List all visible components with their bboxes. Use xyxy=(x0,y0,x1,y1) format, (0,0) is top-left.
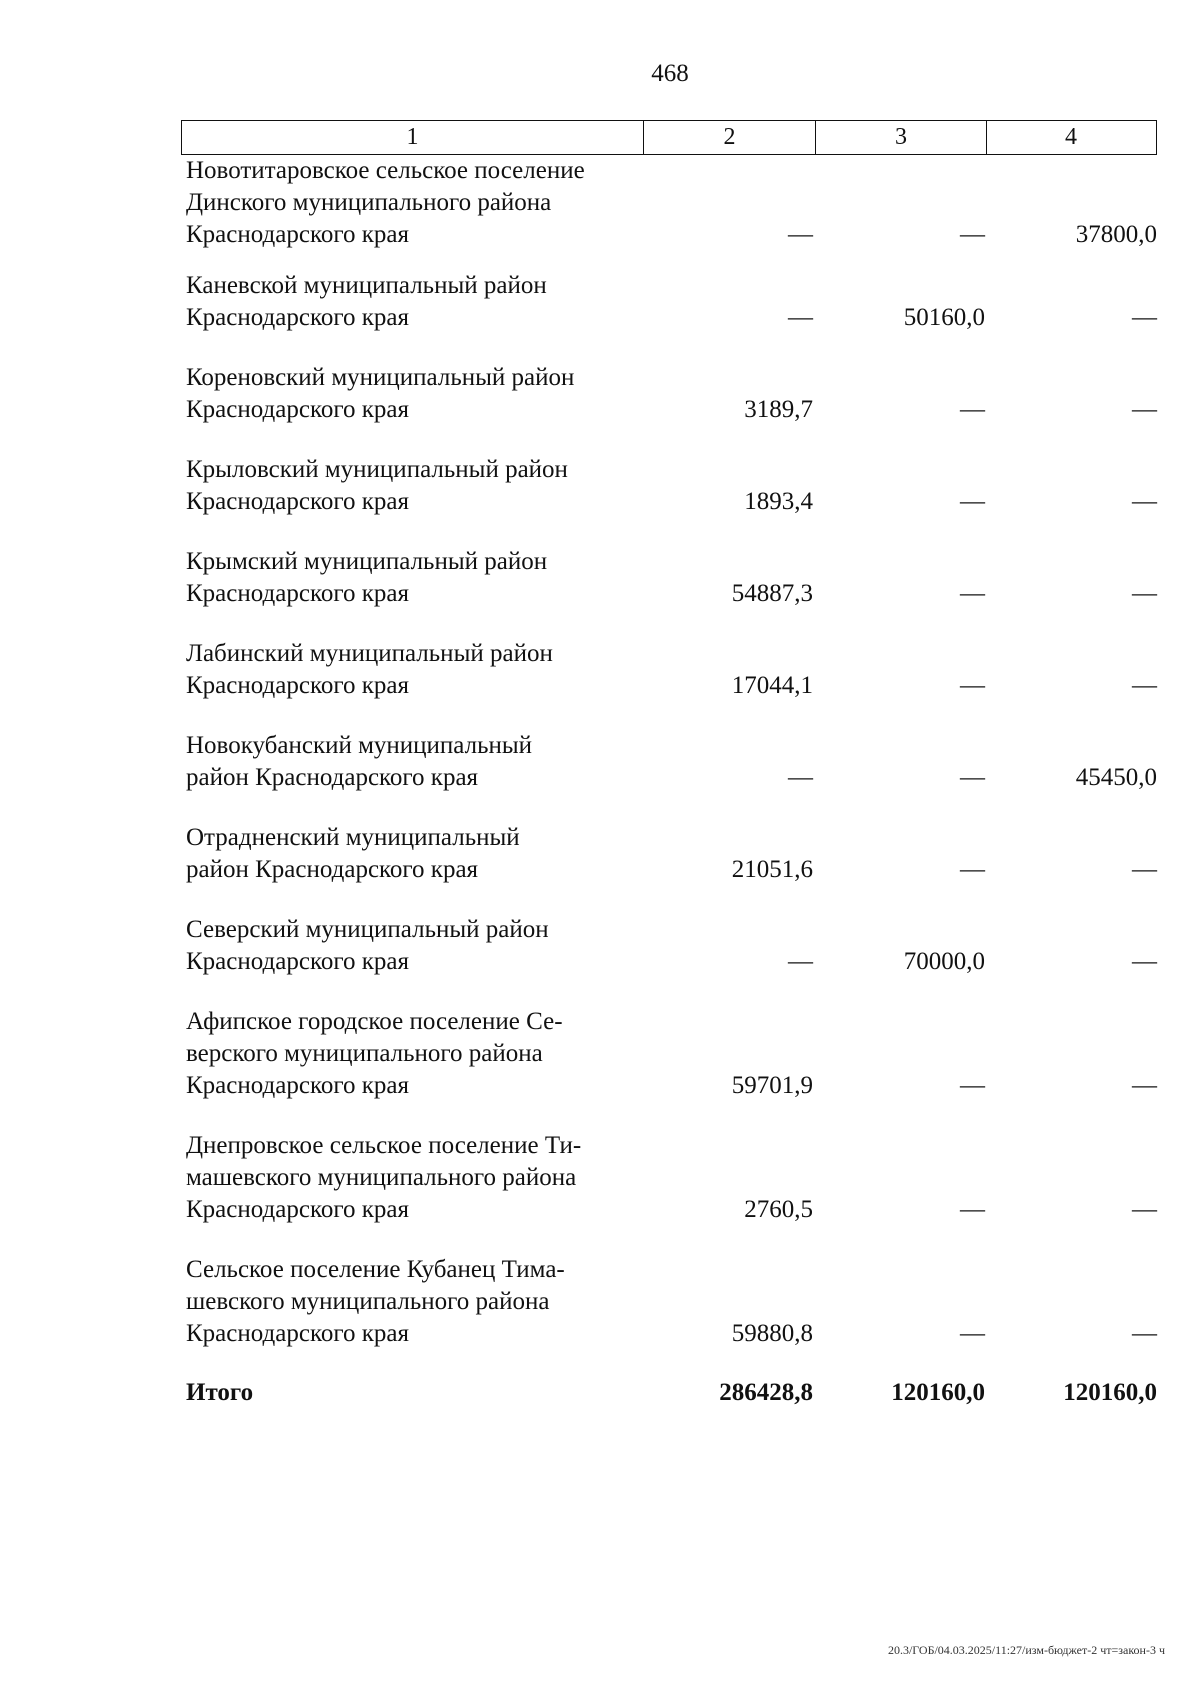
row-name: Кореновский муниципальный район Краснодарского края xyxy=(186,364,575,423)
cell-col-3: — xyxy=(960,1072,985,1099)
total-col-4: 120160,0 xyxy=(1063,1379,1157,1406)
cell-col-2: 59880,8 xyxy=(731,1320,813,1347)
cell-col-3: 50160,0 xyxy=(903,304,985,331)
cell-col-3: — xyxy=(960,672,985,699)
cell-col-4: — xyxy=(1132,672,1157,699)
cell-col-2: 1893,4 xyxy=(744,488,813,515)
row-name: Каневской муниципальный район Краснодарского края xyxy=(186,272,547,331)
column-header-4: 4 xyxy=(986,121,1155,154)
cell-col-2: — xyxy=(788,221,813,248)
row-name: Крымский муниципальный район Краснодарского края xyxy=(186,548,548,607)
document-footer-code: 20.3/ГОБ/04.03.2025/11:27/изм-бюджет-2 чт=закон-3 ч xyxy=(887,1643,1165,1657)
row-name: Новотитаровское сельское поселение Динского муниципального района Краснодарского края xyxy=(186,157,585,248)
row-name: Северский муниципальный район Краснодарского края xyxy=(186,916,549,975)
cell-col-2: — xyxy=(788,764,813,791)
total-col-2: 286428,8 xyxy=(719,1379,813,1406)
column-header-1: 1 xyxy=(406,124,419,150)
cell-col-4: — xyxy=(1132,1320,1157,1347)
cell-col-2: 3189,7 xyxy=(744,396,813,423)
cell-col-2: 21051,6 xyxy=(731,856,813,883)
row-name: Отрадненский муниципальный район Краснодарского края xyxy=(186,824,520,883)
row-name: Новокубанский муниципальный район Краснодарского края xyxy=(186,732,533,791)
cell-col-4: — xyxy=(1132,856,1157,883)
row-name: Крыловский муниципальный район Краснодарского края xyxy=(186,456,568,515)
column-header-3: 3 xyxy=(815,121,986,154)
cell-col-4: 37800,0 xyxy=(1075,221,1157,248)
cell-col-2: 54887,3 xyxy=(731,580,813,607)
cell-col-3: — xyxy=(960,1320,985,1347)
cell-col-4: — xyxy=(1132,396,1157,423)
cell-col-3: — xyxy=(960,396,985,423)
cell-col-3: — xyxy=(960,580,985,607)
cell-col-4: — xyxy=(1132,1196,1157,1223)
cell-col-3: — xyxy=(960,764,985,791)
cell-col-2: 2760,5 xyxy=(744,1196,813,1223)
cell-col-4: — xyxy=(1132,948,1157,975)
row-name: Афипское городское поселение Се- верского муниципального района Краснодарского края xyxy=(186,1008,563,1099)
page-number: 468 xyxy=(651,60,689,87)
cell-col-3: — xyxy=(960,856,985,883)
cell-col-3: — xyxy=(960,1196,985,1223)
cell-col-2: — xyxy=(788,304,813,331)
cell-col-2: 17044,1 xyxy=(731,672,813,699)
row-name: Сельское поселение Кубанец Тима- шевского муниципального района Краснодарского края xyxy=(186,1256,565,1347)
total-label: Итого xyxy=(186,1379,254,1406)
column-header-2: 2 xyxy=(643,121,815,154)
cell-col-3: — xyxy=(960,488,985,515)
cell-col-4: 45450,0 xyxy=(1075,764,1157,791)
cell-col-4: — xyxy=(1132,304,1157,331)
cell-col-2: 59701,9 xyxy=(731,1072,813,1099)
row-name: Лабинский муниципальный район Краснодарского края xyxy=(186,640,553,699)
cell-col-4: — xyxy=(1132,488,1157,515)
cell-col-4: — xyxy=(1132,580,1157,607)
cell-col-4: — xyxy=(1132,1072,1157,1099)
cell-col-2: — xyxy=(788,948,813,975)
table-column-header xyxy=(181,120,1157,155)
row-name: Днепровское сельское поселение Ти- машевского муниципального района Краснодарского края xyxy=(186,1132,582,1223)
cell-col-3: — xyxy=(960,221,985,248)
total-col-3: 120160,0 xyxy=(891,1379,985,1406)
cell-col-3: 70000,0 xyxy=(903,948,985,975)
